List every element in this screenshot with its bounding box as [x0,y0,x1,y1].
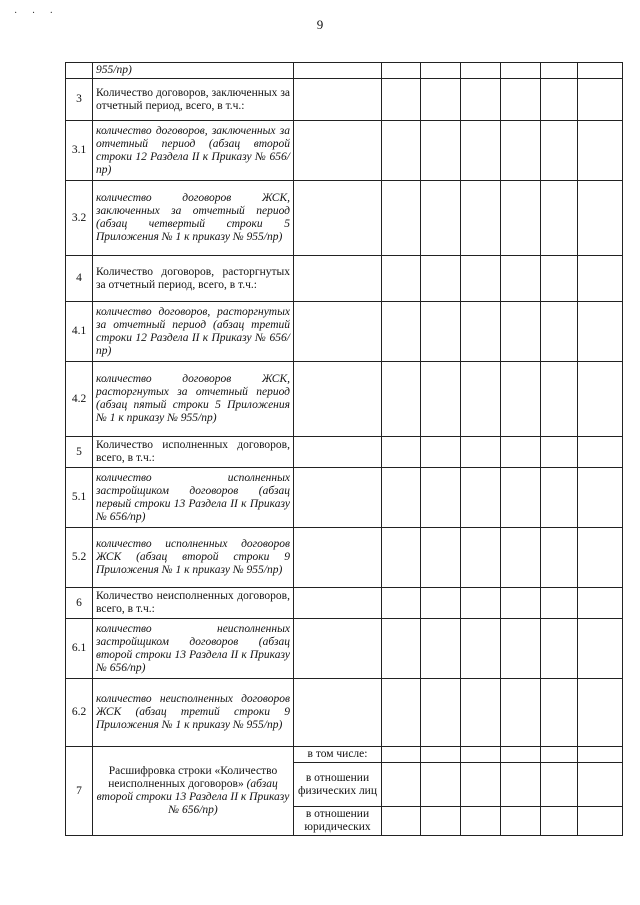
data-cell [461,181,501,256]
data-cell [294,588,382,619]
data-cell [382,256,421,302]
table-row [66,63,623,79]
data-cell [461,362,501,437]
row-description: Количество неисполненных договоров, всего, в т.ч.: [93,588,294,619]
data-cell [461,679,501,747]
table-row [66,181,623,256]
row-description: количество договоров, заключенных за отчетный период (абзац второй строки 12 Раздела II к Приказу № 656/пр) [93,121,294,181]
data-cell [501,763,541,807]
data-cell [382,362,421,437]
row-number: 6.1 [66,619,93,679]
data-cell [421,747,461,763]
data-cell [501,807,541,836]
row-number: 5 [66,437,93,468]
data-cell [501,437,541,468]
data-cell [294,302,382,362]
data-cell [501,63,541,79]
data-cell [421,437,461,468]
data-cell [421,679,461,747]
row-description: Количество договоров, расторгнутых за отчетный период, всего, в т.ч.: [93,256,294,302]
row-number: 4 [66,256,93,302]
data-cell [578,468,623,528]
data-cell [382,468,421,528]
data-cell [578,437,623,468]
table-row [66,619,623,679]
row-description: количество договоров, расторгнутых за отчетный период (абзац третий строки 12 Раздела II к Приказу № 656/пр) [93,302,294,362]
data-cell [382,302,421,362]
row-number: 3.1 [66,121,93,181]
data-cell [382,619,421,679]
data-cell [578,528,623,588]
data-cell [461,256,501,302]
data-cell [541,588,578,619]
data-cell [578,362,623,437]
data-cell [421,63,461,79]
data-cell [541,468,578,528]
data-cell [421,181,461,256]
row-description: количество неисполненных договоров ЖСК (абзац третий строки 9 Приложения № 1 к приказу № 955/пр) [93,679,294,747]
data-cell [501,362,541,437]
data-cell [541,121,578,181]
data-cell [578,747,623,763]
data-cell [294,528,382,588]
data-cell [541,528,578,588]
data-cell [421,528,461,588]
row-number: 4.1 [66,302,93,362]
subcategory-label: в отношении физических лиц [294,763,382,807]
data-cell [578,302,623,362]
data-cell [294,362,382,437]
row-number: 6 [66,588,93,619]
table-row [66,679,623,747]
data-cell [421,302,461,362]
data-cell [294,468,382,528]
report-table [65,62,623,836]
data-cell [421,588,461,619]
data-cell [382,63,421,79]
table-row [66,468,623,528]
data-cell [541,256,578,302]
data-cell [382,79,421,121]
row-description [93,747,294,836]
data-cell [578,121,623,181]
row-description: количество неисполненных застройщиком договоров (абзац второй строки 13 Раздела II к Приказу № 656/пр) [93,619,294,679]
table-row [66,588,623,619]
data-cell [382,807,421,836]
table-row [66,121,623,181]
data-cell [461,807,501,836]
data-cell [541,79,578,121]
row-description-italic: (абзац второй строки 13 Раздела II к Приказу № 656/пр) [96,778,290,816]
data-cell [421,362,461,437]
row-description: количество договоров ЖСК, расторгнутых за отчетный период (абзац пятый строки 5 Приложения № 1 к приказу № 955/пр) [93,362,294,437]
data-cell [501,121,541,181]
data-cell [461,763,501,807]
table-row [66,79,623,121]
data-cell [541,763,578,807]
data-cell [578,763,623,807]
row-number [66,63,93,79]
data-cell [578,256,623,302]
data-cell [501,588,541,619]
table-row [66,302,623,362]
row-number: 7 [66,747,93,836]
row-number: 6.2 [66,679,93,747]
data-cell [578,807,623,836]
table-row [66,362,623,437]
data-cell [294,679,382,747]
page-number: 9 [316,17,324,32]
data-cell [501,679,541,747]
data-cell [578,619,623,679]
row-number: 5.1 [66,468,93,528]
data-cell [382,747,421,763]
table-row [66,437,623,468]
data-cell [294,63,382,79]
row-number: 4.2 [66,362,93,437]
row-description: количество исполненных застройщиком договоров (абзац первый строки 13 Раздела II к Приказу № 656/пр) [93,468,294,528]
data-cell [382,121,421,181]
data-cell [421,256,461,302]
row-description: Количество договоров, заключенных за отчетный период, всего, в т.ч.: [93,79,294,121]
data-cell [421,763,461,807]
row-number: 5.2 [66,528,93,588]
data-cell [382,763,421,807]
scan-artifact-dots: · · · [14,8,59,19]
data-cell [382,528,421,588]
data-cell [501,79,541,121]
table-row [66,747,623,763]
subcategory-label: в том числе: [294,747,382,763]
row-description: Количество исполненных договоров, всего, в т.ч.: [93,437,294,468]
row-description-plain: Расшифровка строки «Количество неисполненных договоров» [108,765,278,790]
data-cell [294,437,382,468]
data-cell [382,679,421,747]
data-cell [541,437,578,468]
data-cell [501,747,541,763]
data-cell [382,588,421,619]
data-cell [294,181,382,256]
data-cell [541,302,578,362]
data-cell [461,437,501,468]
data-cell [421,807,461,836]
row-number: 3.2 [66,181,93,256]
data-cell [461,747,501,763]
row-description: количество договоров ЖСК, заключенных за отчетный период (абзац четвертый строки 5 Приложения № 1 к приказу № 955/пр) [93,181,294,256]
data-cell [541,679,578,747]
data-cell [382,181,421,256]
data-cell [421,619,461,679]
data-cell [461,468,501,528]
data-cell [501,468,541,528]
data-cell [294,256,382,302]
data-cell [541,181,578,256]
data-cell [501,302,541,362]
data-cell [421,468,461,528]
data-cell [294,79,382,121]
data-cell [578,588,623,619]
data-cell [421,79,461,121]
data-cell [461,619,501,679]
data-cell [461,528,501,588]
table-row [66,528,623,588]
data-cell [578,181,623,256]
data-cell [501,256,541,302]
data-cell [578,63,623,79]
data-cell [578,79,623,121]
data-cell [294,619,382,679]
data-cell [541,807,578,836]
data-cell [578,679,623,747]
data-cell [541,63,578,79]
data-cell [461,302,501,362]
data-cell [501,528,541,588]
data-cell [501,181,541,256]
data-cell [541,619,578,679]
subcategory-label: в отношении юридических [294,807,382,836]
data-cell [461,121,501,181]
data-cell [461,79,501,121]
data-cell [294,121,382,181]
data-cell [461,63,501,79]
row-description: количество исполненных договоров ЖСК (абзац второй строки 9 Приложения № 1 к приказу № 955/пр) [93,528,294,588]
data-cell [541,747,578,763]
row-description: 955/пр) [93,63,294,79]
table-row [66,256,623,302]
data-cell [541,362,578,437]
row-number: 3 [66,79,93,121]
data-cell [421,121,461,181]
data-cell [461,588,501,619]
data-cell [382,437,421,468]
data-cell [501,619,541,679]
